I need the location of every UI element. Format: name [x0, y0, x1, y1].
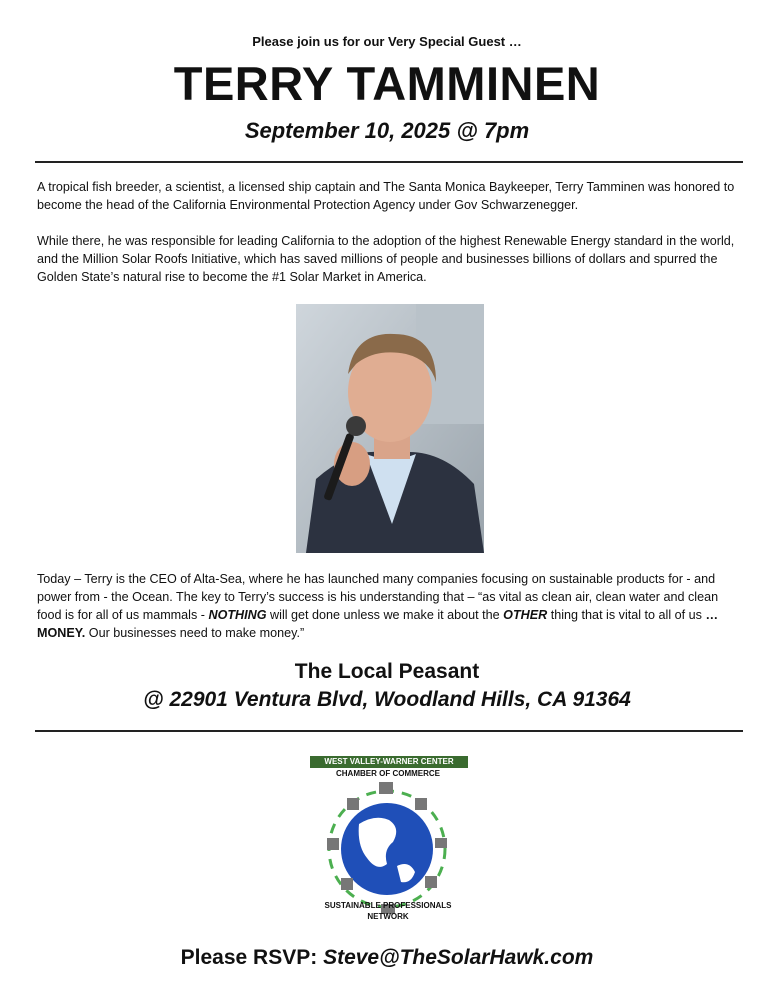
guest-name: TERRY TAMMINEN — [173, 57, 601, 110]
rsvp-label: Please RSVP: — [180, 946, 318, 969]
divider-top — [35, 161, 743, 163]
bio-paragraph-1: A tropical fish breeder, a scientist, a licensed ship captain and The Santa Monica Baykeeper, Terry Tamminen was honored to become the head of the California Environmental Protection Agency under Gov Schwarzenegger. — [37, 180, 735, 212]
rsvp-email-link[interactable]: Steve@TheSolarHawk.com — [323, 946, 594, 969]
p3-text-g: Our businesses need to make money.” — [85, 626, 305, 640]
event-date: September 10, 2025 @ 7pm — [244, 118, 530, 143]
bio-paragraph-3 — [37, 570, 737, 642]
divider-bottom — [35, 730, 743, 732]
p3-emph-nothing: NOTHING — [208, 608, 267, 622]
invite-line: Please join us for our Very Special Guest … — [252, 34, 522, 49]
venue-address: @ 22901 Ventura Blvd, Woodland Hills, CA 91364 — [143, 688, 631, 711]
logo-footer-line-2: NETWORK — [367, 912, 409, 921]
rsvp-line — [0, 946, 774, 970]
p3-text-e: thing that is vital to all of us — [547, 608, 706, 622]
p3-emph-money: … MONEY. — [37, 608, 719, 640]
globe-logo-icon — [297, 754, 477, 924]
bio-paragraph-2: While there, he was responsible for leading California to the adoption of the highest Renewable Energy standard in the world, and the Million Solar Roofs Initiative, which has saved millions of people and businesses billions of dollars and spurred the Golden State’s natural rise to become the #1 Solar Market in America. — [37, 234, 735, 284]
p3-text-a: Today – Terry is the CEO of Alta-Sea, where he has launched many companies focusing on sustainable products for - and power from - the Ocean. The key to Terry’s success is his understanding that – “as vital as clean air, clean water and clean food is for all of us mammals - — [37, 572, 719, 622]
logo-footer-line-1: SUSTAINABLE PROFESSIONALS — [324, 901, 452, 910]
p3-emph-other: OTHER — [503, 608, 548, 622]
p3-text-c: will get done unless we make it about the — [266, 608, 504, 622]
speaker-photo — [296, 304, 484, 553]
logo-banner: WEST VALLEY-WARNER CENTER — [310, 756, 468, 768]
venue-name: The Local Peasant — [294, 660, 480, 683]
logo-footer — [280, 900, 496, 922]
logo-subtitle: CHAMBER OF COMMERCE — [336, 769, 440, 778]
